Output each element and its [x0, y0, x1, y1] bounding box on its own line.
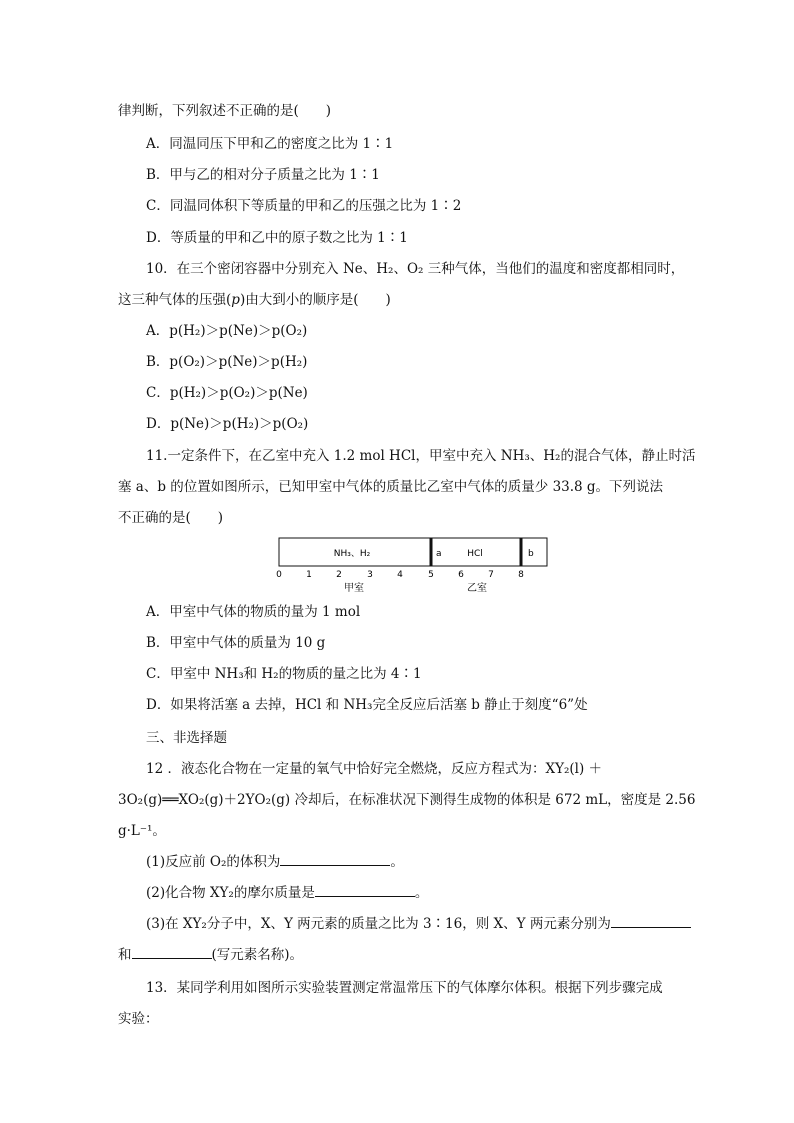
section-heading-3: 三、非选择题 [146, 730, 227, 746]
tick-2: 2 [336, 570, 342, 580]
q12-sub2: (2)化合物 XY₂的摩尔质量是 。 [146, 885, 429, 901]
q12-sub2-blank[interactable] [315, 884, 415, 897]
q10-option-d: D．p(Ne)＞p(H₂)＞p(O₂) [146, 416, 309, 432]
q11-option-a: A．甲室中气体的物质的量为 1 mol [146, 604, 361, 620]
q12-sub3-blank-y[interactable] [132, 946, 212, 959]
q13-stem-line1: 13．某同学利用如图所示实验装置测定常温常压下的气体摩尔体积。根据下列步骤完成 [146, 980, 663, 996]
q12-sub3-blank-x[interactable] [611, 915, 691, 928]
q13-stem-line2: 实验： [118, 1011, 159, 1027]
piston-a-label: a [436, 549, 442, 559]
q11-option-d: D．如果将活塞 a 去掉，HCl 和 NH₃完全反应后活塞 b 静止于刻度“6”处 [146, 697, 588, 713]
tick-4: 4 [397, 570, 403, 580]
tick-6: 6 [458, 570, 464, 580]
tick-3: 3 [367, 570, 373, 580]
q11-option-b: B．甲室中气体的质量为 10 g [146, 635, 326, 651]
q12-sub1: (1)反应前 O₂的体积为 。 [146, 854, 404, 870]
q12-sub1-blank[interactable] [280, 853, 390, 866]
q10-option-a: A．p(H₂)＞p(Ne)＞p(O₂) [146, 323, 308, 339]
q12-stem-line3: g·L⁻¹。 [118, 823, 166, 839]
q10-stem-line2: 这三种气体的压强(p)由大到小的顺序是( ) [118, 292, 391, 308]
right-room-label: 乙室 [467, 583, 487, 594]
left-gas-label: NH₃、H₂ [333, 549, 371, 559]
q9-option-a: A．同温同压下甲和乙的密度之比为 1∶1 [146, 136, 394, 152]
q11-stem-line2: 塞 a、b 的位置如图所示，已知甲室中气体的质量比乙室中气体的质量少 33.8 g。下列说法 [118, 479, 664, 495]
q9-option-d: D．等质量的甲和乙中的原子数之比为 1∶1 [146, 230, 408, 246]
q11-stem-line3: 不正确的是( ) [118, 510, 224, 526]
tick-0: 0 [276, 570, 282, 580]
tick-8: 8 [518, 570, 524, 580]
right-gas-label: HCl [467, 549, 483, 559]
tick-5: 5 [428, 570, 434, 580]
q10-option-c: C．p(H₂)＞p(O₂)＞p(Ne) [146, 385, 308, 401]
tick-7: 7 [488, 570, 494, 580]
container-outline [279, 538, 547, 566]
left-room-label: 甲室 [344, 583, 364, 594]
q12-stem-line1: 12 ．液态化合物在一定量的氧气中恰好完全燃烧，反应方程式为：XY₂(l) ＋ [146, 761, 603, 777]
tick-1: 1 [306, 570, 312, 580]
q11-stem-line1: 11.一定条件下，在乙室中充入 1.2 mol HCl，甲室中充入 NH₃、H₂的混合气体，静止时活 [146, 448, 696, 464]
q12-sub3-line1: (3)在 XY₂分子中，X、Y 两元素的质量之比为 3∶16，则 X、Y 两元素分别为 [146, 915, 691, 933]
q12-stem-line2: 3O₂(g)══XO₂(g)＋2YO₂(g) 冷却后，在标准状况下测得生成物的体积是 672 mL，密度是 2.56 [118, 792, 696, 808]
q12-sub3-line2: 和 (写元素名称)。 [118, 947, 304, 963]
q10-option-b: B．p(O₂)＞p(Ne)＞p(H₂) [146, 354, 308, 370]
piston-b-label: b [528, 549, 534, 559]
q9-option-c: C．同温同体积下等质量的甲和乙的压强之比为 1∶2 [146, 198, 462, 214]
q10-stem-line1: 10．在三个密闭容器中分别充入 Ne、H₂、O₂ 三种气体，当他们的温度和密度都相同时， [146, 261, 685, 277]
piston-diagram [270, 535, 560, 600]
q9-stem-end: 律判断，下列叙述不正确的是( ) [118, 103, 332, 119]
q11-option-c: C．甲室中 NH₃和 H₂的物质的量之比为 4∶1 [146, 666, 422, 682]
q9-option-b: B．甲与乙的相对分子质量之比为 1∶1 [146, 167, 380, 183]
